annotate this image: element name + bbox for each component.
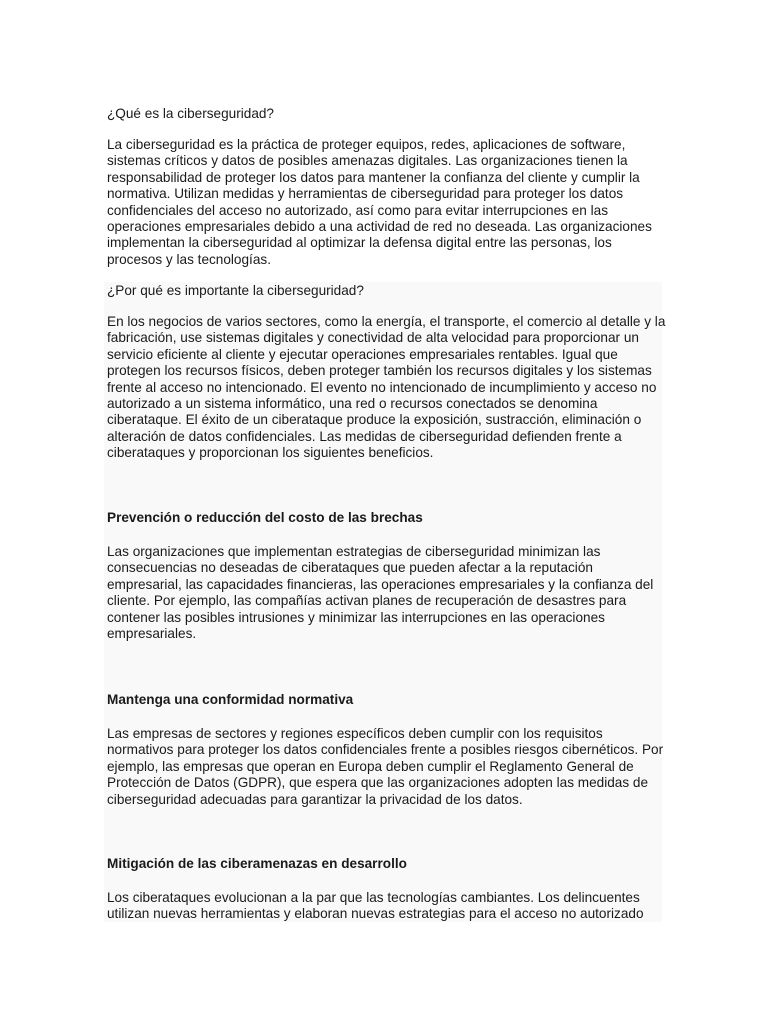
paragraph-threat-mitigation: Los ciberataques evolucionan a la par que las tecnologías cambiantes. Los delincuentes utilizan nuevas herramientas y elaboran nuevas estrategias para el acceso no autorizado: [107, 890, 644, 922]
heading-breach-prevention: Prevención o reducción del costo de las brechas: [107, 510, 423, 525]
paragraph-breach-prevention: Las organizaciones que implementan estrategias de ciberseguridad minimizan las consecuencias no deseadas de ciberataques que pueden afectar a la reputación empresarial, las capacidades financieras, las operaciones empresariales y la confianza del cliente. Por ejemplo, las compañías activan planes de recuperación de desastres para contener las posibles intrusiones y minimizar las interrupciones en las operaciones empresariales.: [107, 544, 654, 642]
heading-regulatory-compliance: Mantenga una conformidad normativa: [107, 692, 354, 707]
heading-threat-mitigation: Mitigación de las ciberamenazas en desarrollo: [107, 856, 407, 871]
paragraph-why-important: En los negocios de varios sectores, como la energía, el transporte, el comercio al detalle y la fabricación, use sistemas digitales y conectividad de alta velocidad para proporcionar un servicio eficiente al cliente y ejecutar operaciones empresariales rentables. Igual que protegen los recursos físicos, deben proteger también los recursos digitales y los sistemas frente al acceso no intencionado. El evento no intencionado de incumplimiento y acceso no autorizado a un sistema informático, una red o recursos conectados se denomina ciberataque. El éxito de un ciberataque produce la exposición, sustracción, eliminación o alteración de datos confidenciales. Las medidas de ciberseguridad defienden frente a ciberataques y proporcionan los siguientes beneficios.: [107, 314, 666, 461]
paragraph-what-is: La ciberseguridad es la práctica de proteger equipos, redes, aplicaciones de software, sistemas críticos y datos de posibles amenazas digitales. Las organizaciones tienen la responsabilidad de proteger los datos para mantener la confianza del cliente y cumplir la normativa. Utilizan medidas y herramientas de ciberseguridad para proteger los datos confidenciales del acceso no autorizado, así como para evitar interrupciones en las operaciones empresariales debido a una actividad de red no deseada. Las organizaciones implementan la ciberseguridad al optimizar la defensa digital entre las personas, los procesos y las tecnologías.: [107, 137, 652, 267]
paragraph-regulatory-compliance: Las empresas de sectores y regiones específicos deben cumplir con los requisitos normativos para proteger los datos confidenciales frente a posibles riesgos cibernéticos. Por ejemplo, las empresas que operan en Europa deben cumplir el Reglamento General de Protección de Datos (GDPR), que espera que las organizaciones adopten las medidas de ciberseguridad adecuadas para garantizar la privacidad de los datos.: [107, 726, 664, 807]
section-title-what-is: ¿Qué es la ciberseguridad?: [107, 106, 274, 121]
section-title-why-important: ¿Por qué es importante la ciberseguridad?: [107, 283, 364, 298]
